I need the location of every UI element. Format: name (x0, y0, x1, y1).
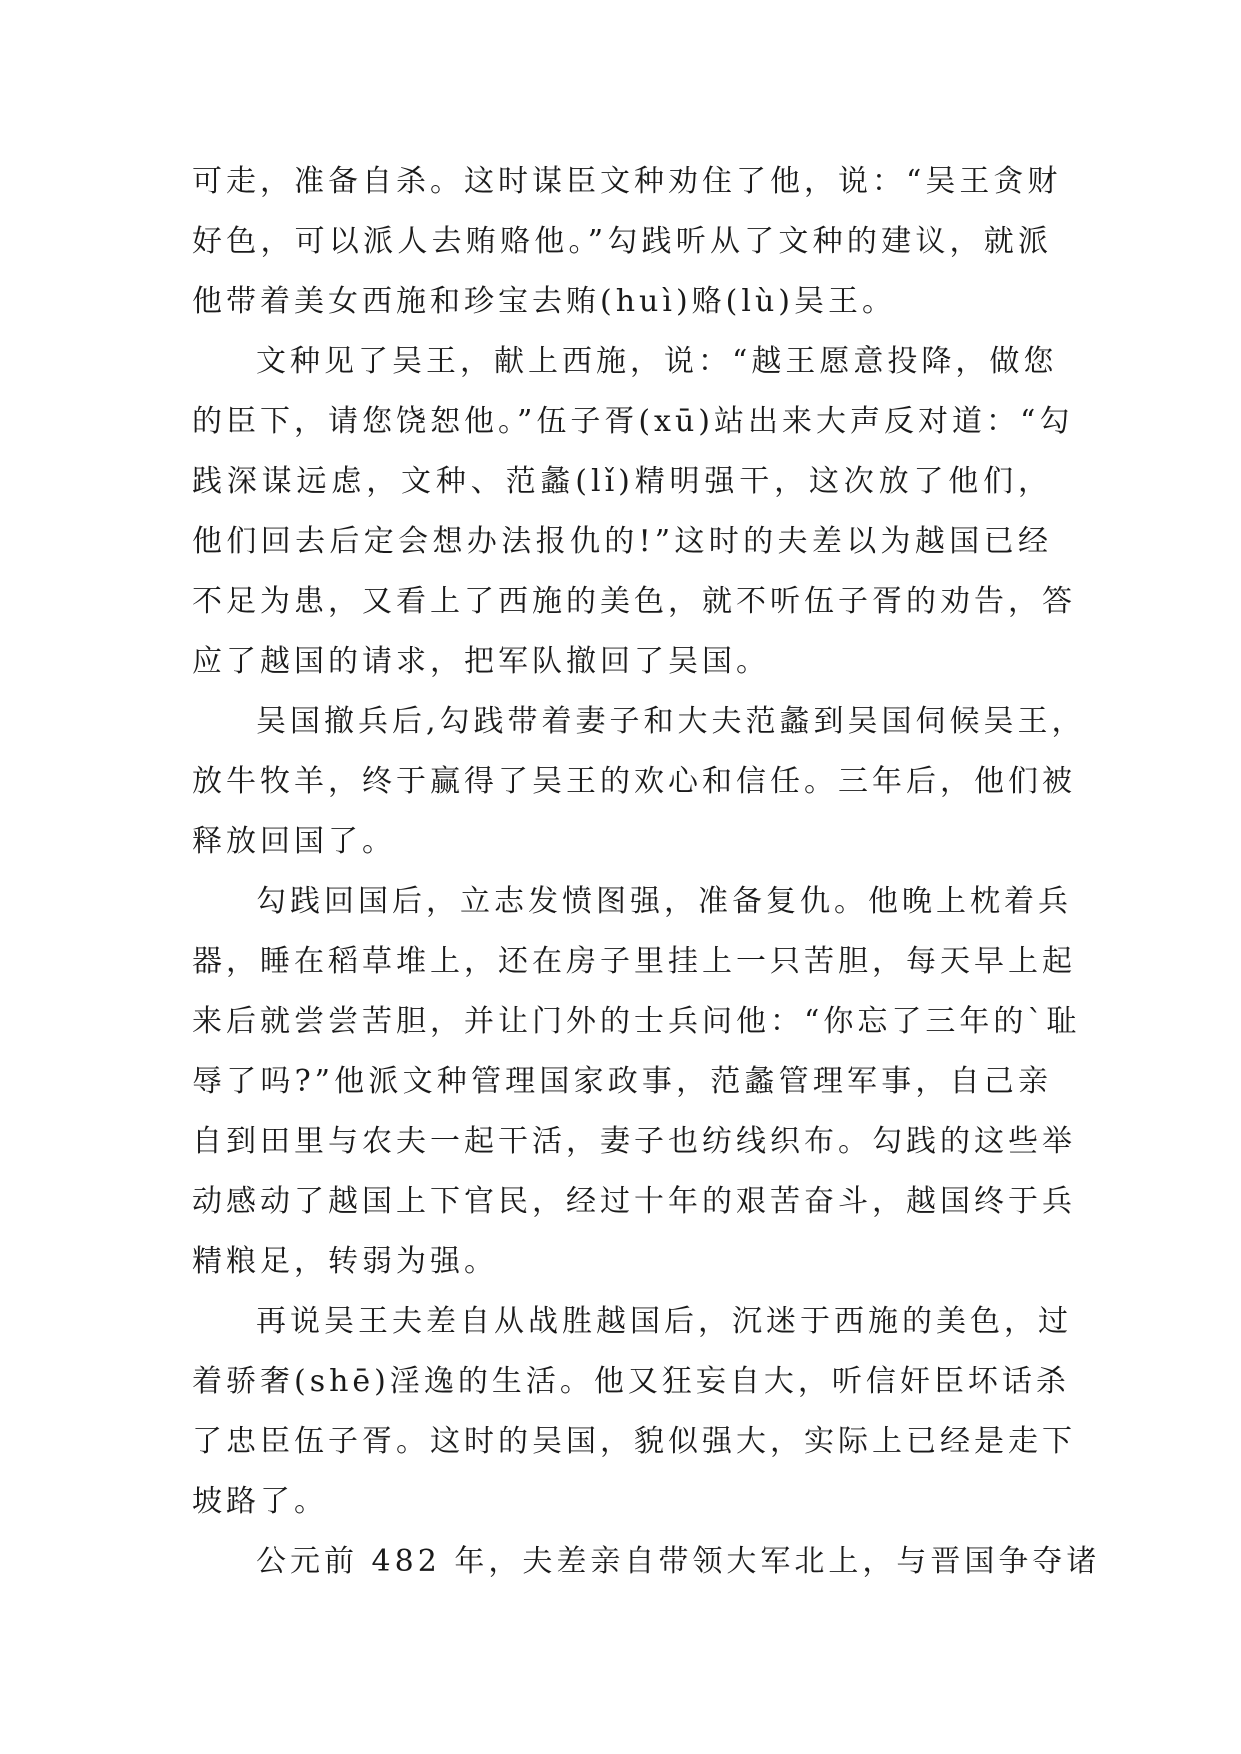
text-line: 他们回去后定会想办法报仇的!”这时的夫差以为越国已经 (192, 524, 1052, 559)
text-line: 着骄奢(shē)淫逸的生活。他又狂妄自大，听信奸臣坏话杀 (192, 1364, 1070, 1399)
text-line: 再说吴王夫差自从战胜越国后，沉迷于西施的美色，过 (256, 1304, 1072, 1339)
text-line: 释放回国了。 (192, 824, 396, 859)
text-line: 勾践回国后，立志发愤图强，准备复仇。他晚上枕着兵 (256, 884, 1072, 919)
text-line: 不足为患，又看上了西施的美色，就不听伍子胥的劝告，答 (192, 584, 1076, 619)
text-line: 文种见了吴王，献上西施，说：“越王愿意投降，做您 (256, 344, 1058, 379)
text-line: 吴国撤兵后,勾践带着妻子和大夫范蠡到吴国伺候吴王， (256, 704, 1086, 739)
text-line: 坡路了。 (192, 1484, 328, 1519)
text-line: 辱了吗?”他派文种管理国家政事，范蠡管理军事，自己亲 (192, 1064, 1052, 1099)
text-line: 应了越国的请求，把军队撤回了吴国。 (192, 644, 770, 679)
text-line: 器，睡在稻草堆上，还在房子里挂上一只苦胆，每天早上起 (192, 944, 1076, 979)
text-line: 他带着美女西施和珍宝去贿(huì)赂(lù)吴王。 (192, 284, 896, 319)
text-line: 可走，准备自杀。这时谋臣文种劝住了他，说：“吴王贪财 (192, 164, 1062, 199)
text-line: 动感动了越国上下官民，经过十年的艰苦奋斗，越国终于兵 (192, 1184, 1076, 1219)
text-line: 来后就尝尝苦胆，并让门外的士兵问他：“你忘了三年的`耻 (192, 1004, 1081, 1039)
text-line: 公元前 482 年，夫差亲自带领大军北上，与晋国争夺诸 (256, 1544, 1101, 1579)
text-line: 了忠臣伍子胥。这时的吴国，貌似强大，实际上已经是走下 (192, 1424, 1076, 1459)
document-page (192, 152, 1101, 1592)
text-line: 自到田里与农夫一起干活，妻子也纺线织布。勾践的这些举 (192, 1124, 1076, 1159)
text-line: 践深谋远虑，文种、范蠡(lǐ)精明强干，这次放了他们， (192, 464, 1052, 499)
text-line: 的臣下，请您饶恕他。”伍子胥(xū)站出来大声反对道：“勾 (192, 404, 1074, 439)
text-line: 精粮足，转弱为强。 (192, 1244, 498, 1279)
text-line: 好色，可以派人去贿赂他。”勾践听从了文种的建议，就派 (192, 224, 1052, 259)
text-line: 放牛牧羊，终于赢得了吴王的欢心和信任。三年后，他们被 (192, 764, 1076, 799)
